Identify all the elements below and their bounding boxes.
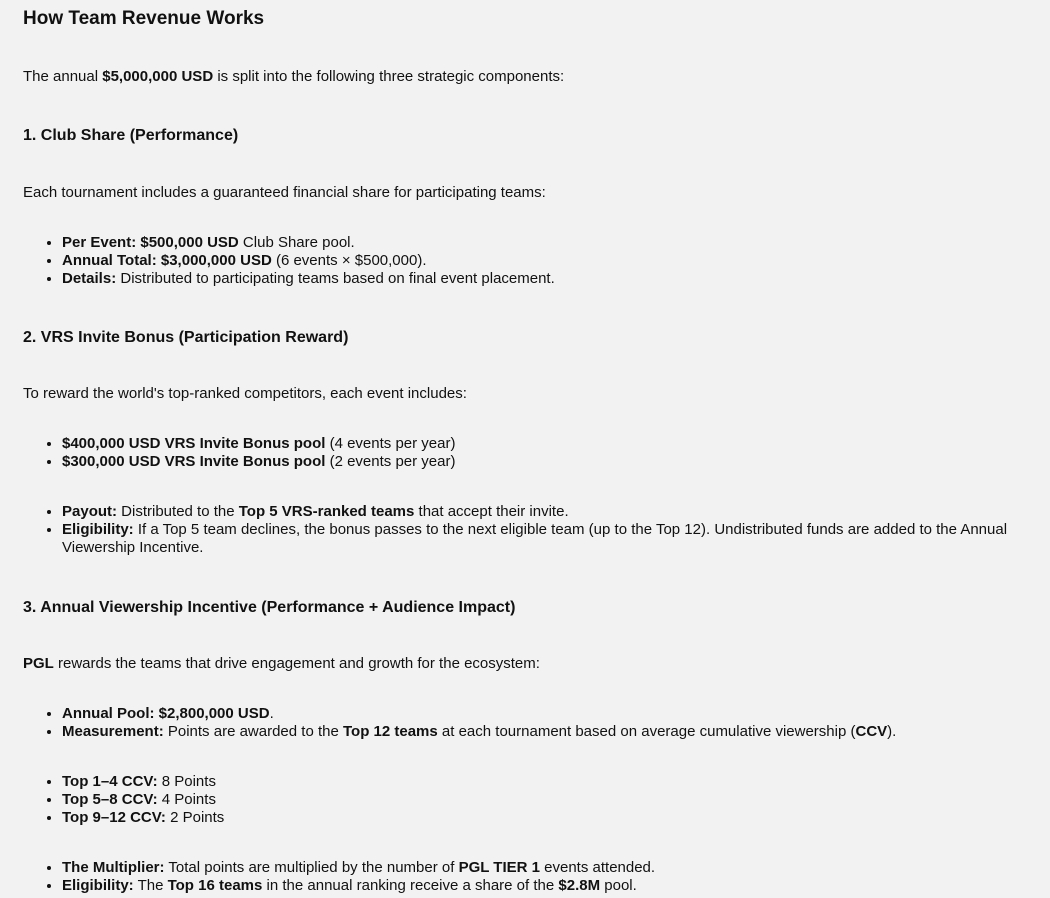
list-item: • Payout: Distributed to the Top 5 VRS-ranked teams that accept their invite. — [62, 503, 1042, 521]
list-item: • Annual Total: $3,000,000 USD (6 events × $500,000). — [62, 252, 1042, 270]
viewership-intro: PGL rewards the teams that drive engagement and growth for the ecosystem: — [23, 655, 540, 672]
club-share-list — [23, 234, 1042, 288]
list-item: • Eligibility: If a Top 5 team declines, the bonus passes to the next eligible team (up to the Top 12). Undistributed funds are added to the Annual Viewership Incentive. — [62, 521, 1042, 557]
list-item: • The Multiplier: Total points are multiplied by the number of PGL TIER 1 events attended. — [62, 859, 1042, 877]
club-share-heading: 1. Club Share (Performance) — [23, 127, 239, 144]
viewership-heading: 3. Annual Viewership Incentive (Performance + Audience Impact) — [23, 599, 516, 616]
multiplier-list — [23, 859, 1042, 895]
list-item: • Top 1–4 CCV: 8 Points — [62, 773, 1042, 791]
list-item: • Top 9–12 CCV: 2 Points — [62, 809, 1042, 827]
club-share-intro: Each tournament includes a guaranteed financial share for participating teams: — [23, 184, 546, 201]
vrs-pools-list — [23, 435, 1042, 471]
list-item: • Details: Distributed to participating teams based on final event placement. — [62, 270, 1042, 288]
list-item: • Annual Pool: $2,800,000 USD. — [62, 705, 1042, 723]
vrs-bonus-heading: 2. VRS Invite Bonus (Participation Reward) — [23, 329, 349, 346]
list-item: • Per Event: $500,000 USD Club Share pool. — [62, 234, 1042, 252]
list-item: • Eligibility: The Top 16 teams in the annual ranking receive a share of the $2.8M pool. — [62, 877, 1042, 895]
page-title: How Team Revenue Works — [23, 8, 265, 29]
vrs-rules-list — [23, 503, 1042, 557]
points-list — [23, 773, 1042, 827]
vrs-bonus-intro: To reward the world's top-ranked competitors, each event includes: — [23, 385, 467, 402]
list-item: • Measurement: Points are awarded to the Top 12 teams at each tournament based on average cumulative viewership (CCV). — [62, 723, 1042, 741]
list-item: • Top 5–8 CCV: 4 Points — [62, 791, 1042, 809]
list-item: • $400,000 USD VRS Invite Bonus pool (4 events per year) — [62, 435, 1042, 453]
intro-paragraph: The annual $5,000,000 USD is split into the following three strategic components: — [23, 68, 565, 85]
list-item: • $300,000 USD VRS Invite Bonus pool (2 events per year) — [62, 453, 1042, 471]
viewership-list — [23, 705, 1042, 741]
